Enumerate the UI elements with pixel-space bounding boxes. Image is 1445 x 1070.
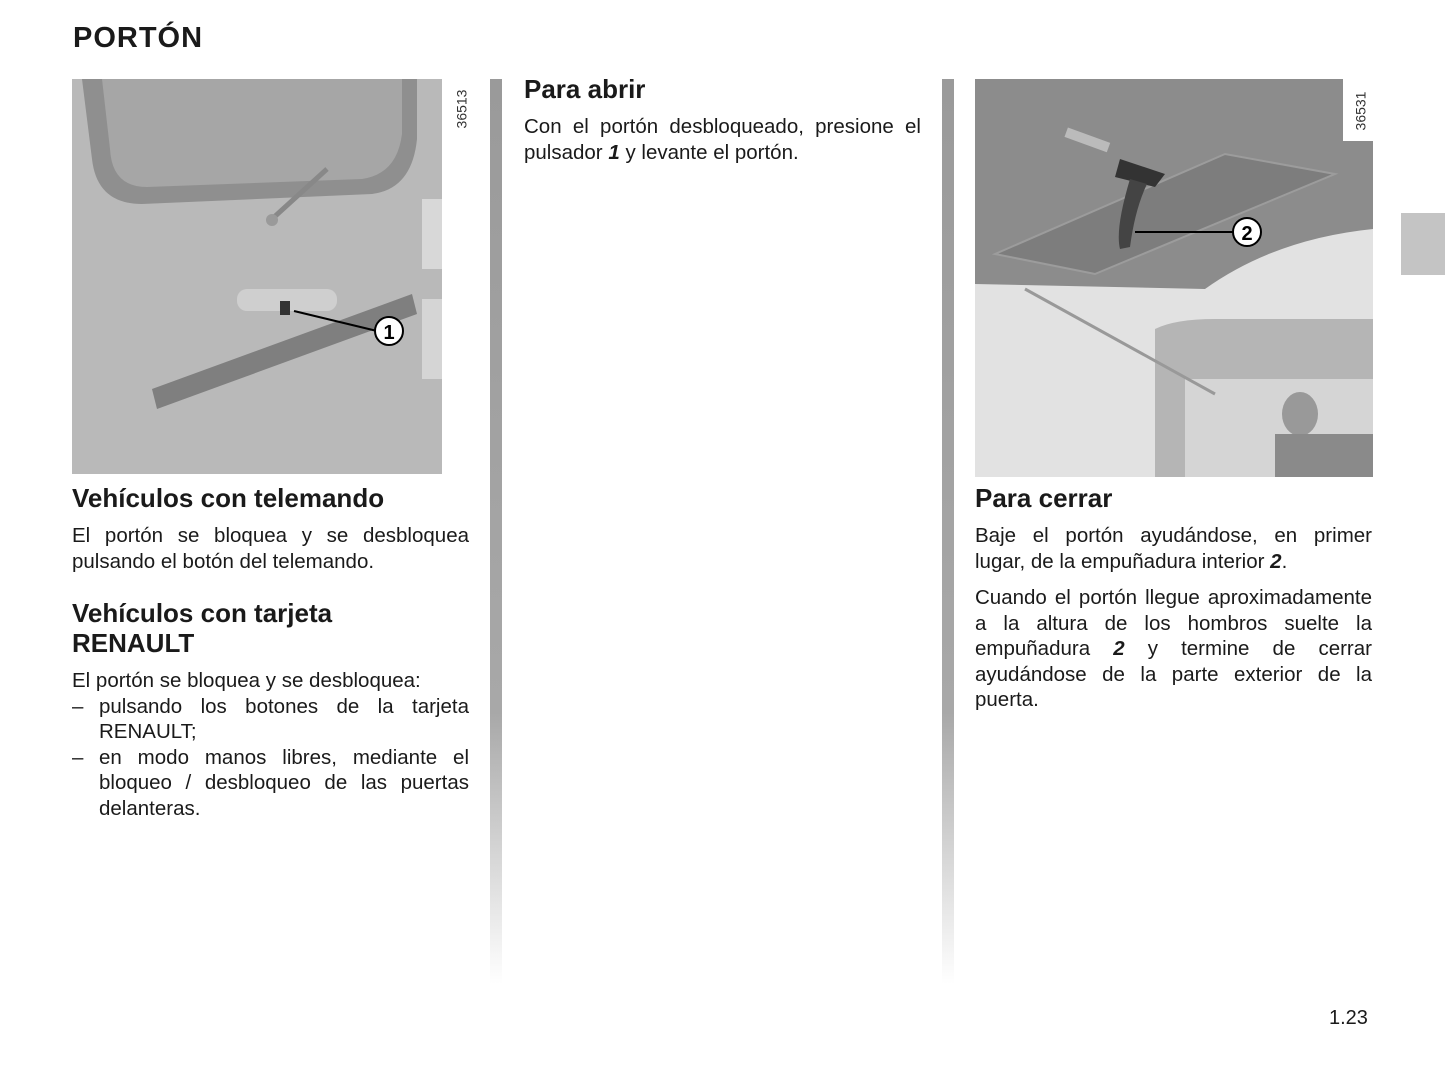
tarjeta-list — [72, 694, 469, 822]
abrir-text — [524, 114, 921, 165]
figure-number: 36513 — [453, 89, 470, 129]
text: . — [1281, 549, 1288, 573]
cerrar-text-1 — [975, 523, 1372, 574]
cerrar-text-2 — [975, 585, 1372, 713]
section-heading-tarjeta — [72, 598, 469, 658]
dash: – — [72, 745, 84, 769]
text: y levante el portón. — [619, 140, 799, 164]
left-column — [72, 483, 469, 821]
figure-number: 36531 — [1352, 91, 1369, 131]
reference-number: 2 — [1113, 637, 1125, 660]
reference-number: 1 — [608, 140, 620, 164]
list-item-text: en modo manos libres, mediante el bloqueo / desbloqueo de las puertas delanteras. — [99, 745, 469, 820]
tailgate-handle-illustration — [975, 79, 1373, 477]
page-title: PORTÓN — [73, 22, 204, 54]
page-number: 1.23 — [1329, 1007, 1368, 1029]
list-item — [72, 745, 469, 822]
text: Baje el portón ayudándose, en primer lugar, de la empuñadura interior — [975, 524, 1372, 573]
column-divider — [942, 79, 954, 984]
chapter-tab — [1401, 213, 1445, 275]
middle-column — [524, 74, 921, 176]
dash: – — [72, 694, 84, 718]
heading-line: Vehículos con tarjeta — [72, 598, 333, 628]
list-item — [72, 694, 469, 745]
section-heading-cerrar: Para cerrar — [975, 483, 1113, 513]
list-item-text: pulsando los botones de la tarjeta RENAULT; — [99, 694, 469, 743]
text: y termine de cerrar ayudándose de la parte exterior de la puerta. — [975, 637, 1372, 711]
tailgate-exterior-illustration — [72, 79, 470, 474]
text: Con el portón desbloqueado, presione el pulsador — [524, 115, 921, 164]
callout-1: 1 — [383, 322, 395, 344]
reference-number: 2 — [1270, 549, 1282, 573]
right-column — [975, 483, 1372, 724]
section-heading-telemando: Vehículos con telemando — [72, 483, 385, 513]
telemando-text: El portón se bloquea y se desbloquea pulsando el botón del telemando. — [72, 524, 469, 573]
column-divider — [490, 79, 502, 984]
section-heading-abrir: Para abrir — [524, 74, 646, 104]
text: Cuando el portón llegue aproximadamente a la altura de los hombros suelte la empuñadura — [975, 586, 1372, 660]
callout-2: 2 — [1241, 223, 1253, 245]
tarjeta-intro: El portón se bloquea y se desbloquea: — [72, 669, 421, 692]
heading-line: RENAULT — [72, 628, 195, 658]
